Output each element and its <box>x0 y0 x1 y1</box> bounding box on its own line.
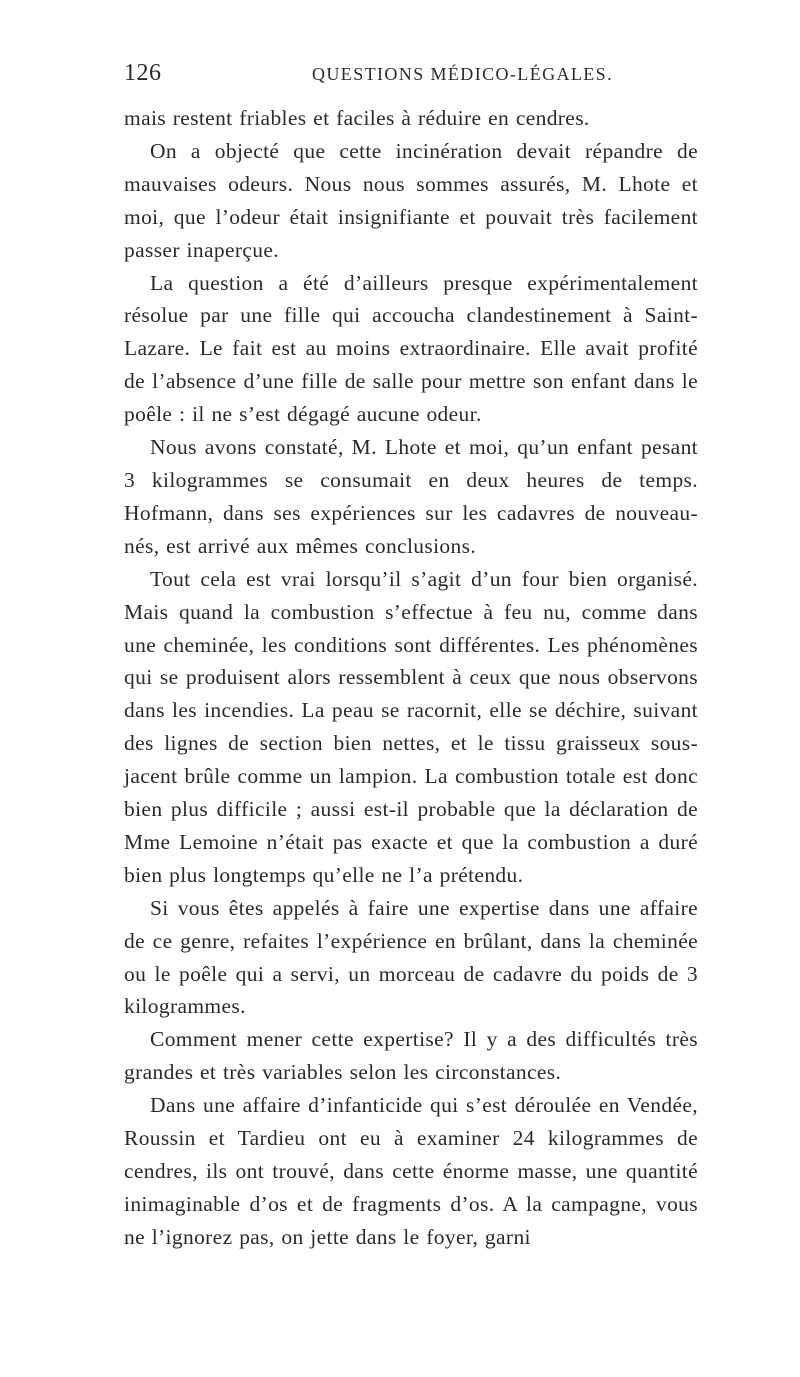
paragraph: Nous avons constaté, M. Lhote et moi, qu’un enfant pesant 3 kilogrammes se consumait en deux heures de temps. Hofmann, dans ses expériences sur les cadavres de nouveau-nés, est arrivé aux mêmes conclusions. <box>124 435 698 558</box>
running-head: QUESTIONS MÉDICO-LÉGALES. <box>312 64 613 84</box>
page-number: 126 <box>124 60 162 86</box>
paragraph: Tout cela est vrai lorsqu’il s’agit d’un four bien organisé. Mais quand la combustion s’effectue à feu nu, comme dans une cheminée, les conditions sont différentes. Les phénomènes qui se produisent alors ressemblent à ceux que nous observons dans les incendies. La peau se racornit, elle se déchire, suivant des lignes de section bien nettes, et le tissu graisseux sous-jacent brûle comme un lampion. La combustion totale est donc bien plus difficile ; aussi est-il probable que la déclaration de Mme Lemoine n’était pas exacte et que la combustion a duré bien plus longtemps qu’elle ne l’a prétendu. <box>124 566 698 887</box>
paragraph: La question a été d’ailleurs presque expérimentalement résolue par une fille qui accoucha clandestinement à Saint-Lazare. Le fait est au moins extraordinaire. Elle avait profité de l’absence d’une fille de salle pour mettre son enfant dans le poêle : il ne s’est dégagé aucune odeur. <box>124 270 698 427</box>
paragraph: mais restent friables et faciles à réduire en cendres. <box>124 106 590 130</box>
paragraph: Comment mener cette expertise? Il y a des difficultés très grandes et très variables selon les circonstances. <box>124 1027 698 1085</box>
page-header <box>124 58 698 88</box>
paragraph: Si vous êtes appelés à faire une expertise dans une affaire de ce genre, refaites l’expérience en brûlant, dans la cheminée ou le poêle qui a servi, un morceau de cadavre du poids de 3 kilogrammes. <box>124 895 698 1019</box>
body-text <box>124 102 698 1254</box>
paragraph: Dans une affaire d’infanticide qui s’est déroulée en Vendée, Roussin et Tardieu ont eu à examiner 24 kilogrammes de cendres, ils ont trouvé, dans cette énorme masse, une quantité inimaginable d’os et de fragments d’os. A la campagne, vous ne l’ignorez pas, on jette dans le foyer, garni <box>124 1093 698 1249</box>
paragraph: On a objecté que cette incinération devait répandre de mauvaises odeurs. Nous nous sommes assurés, M. Lhote et moi, que l’odeur était insignifiante et pouvait très facilement passer inaperçue. <box>124 138 698 262</box>
